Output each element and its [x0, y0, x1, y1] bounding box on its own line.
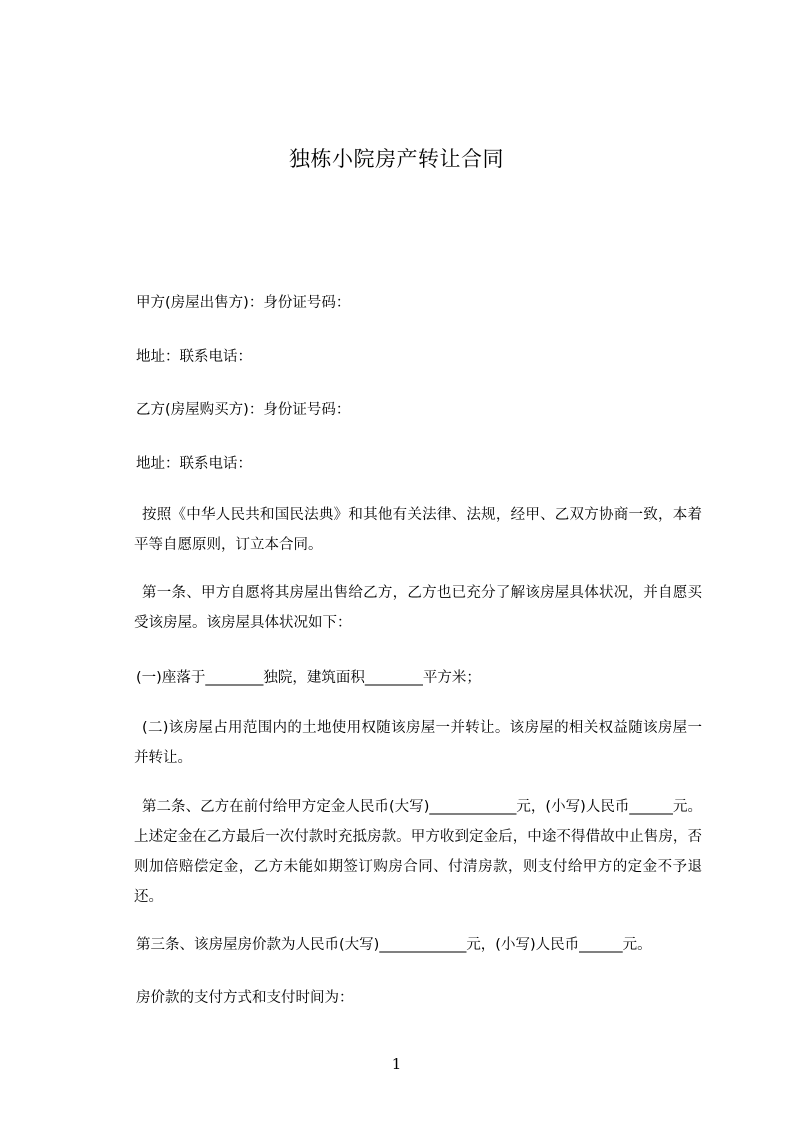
- item-1-line: (一)座落于________独院，建筑面积________平方米；: [136, 670, 481, 686]
- payment-line: 房价款的支付方式和支付时间为：: [136, 990, 354, 1006]
- party-a-address-line: 地址：联系电话：: [136, 349, 252, 365]
- page-number: 1: [391, 1055, 402, 1073]
- article-1-paragraph: 第一条、甲方自愿将其房屋出售给乙方，乙方也已充分了解该房屋具体状况，并自愿买受该房屋。该房屋具体状况如下：: [134, 585, 702, 631]
- article-2-paragraph: 第二条、乙方在前付给甲方定金人民币(大写)____________元，(小写)人民币______元。上述定金在乙方最后一次付款时充抵房款。甲方收到定金后，中途不得借故中止售房，否则加倍赔偿定金，乙方未能如期签订购房合同、付清房款，则支付给甲方的定金不予退还。: [134, 799, 702, 905]
- party-b-address-line: 地址：联系电话：: [136, 456, 252, 472]
- article-3-line: 第三条、该房屋房价款为人民币(大写)____________元，(小写)人民币______元。: [136, 937, 652, 953]
- preamble-paragraph: 按照《中华人民共和国民法典》和其他有关法律、法规，经甲、乙双方协商一致，本着平等自愿原则，订立本合同。: [134, 507, 702, 553]
- item-2-paragraph: (二)该房屋占用范围内的土地使用权随该房屋一并转让。该房屋的相关权益随该房屋一并转让。: [134, 720, 702, 766]
- party-b-line: 乙方(房屋购买方)：身份证号码：: [136, 402, 351, 418]
- party-a-line: 甲方(房屋出售方)：身份证号码：: [136, 295, 351, 311]
- document-title: 独栋小院房产转让合同: [289, 147, 504, 171]
